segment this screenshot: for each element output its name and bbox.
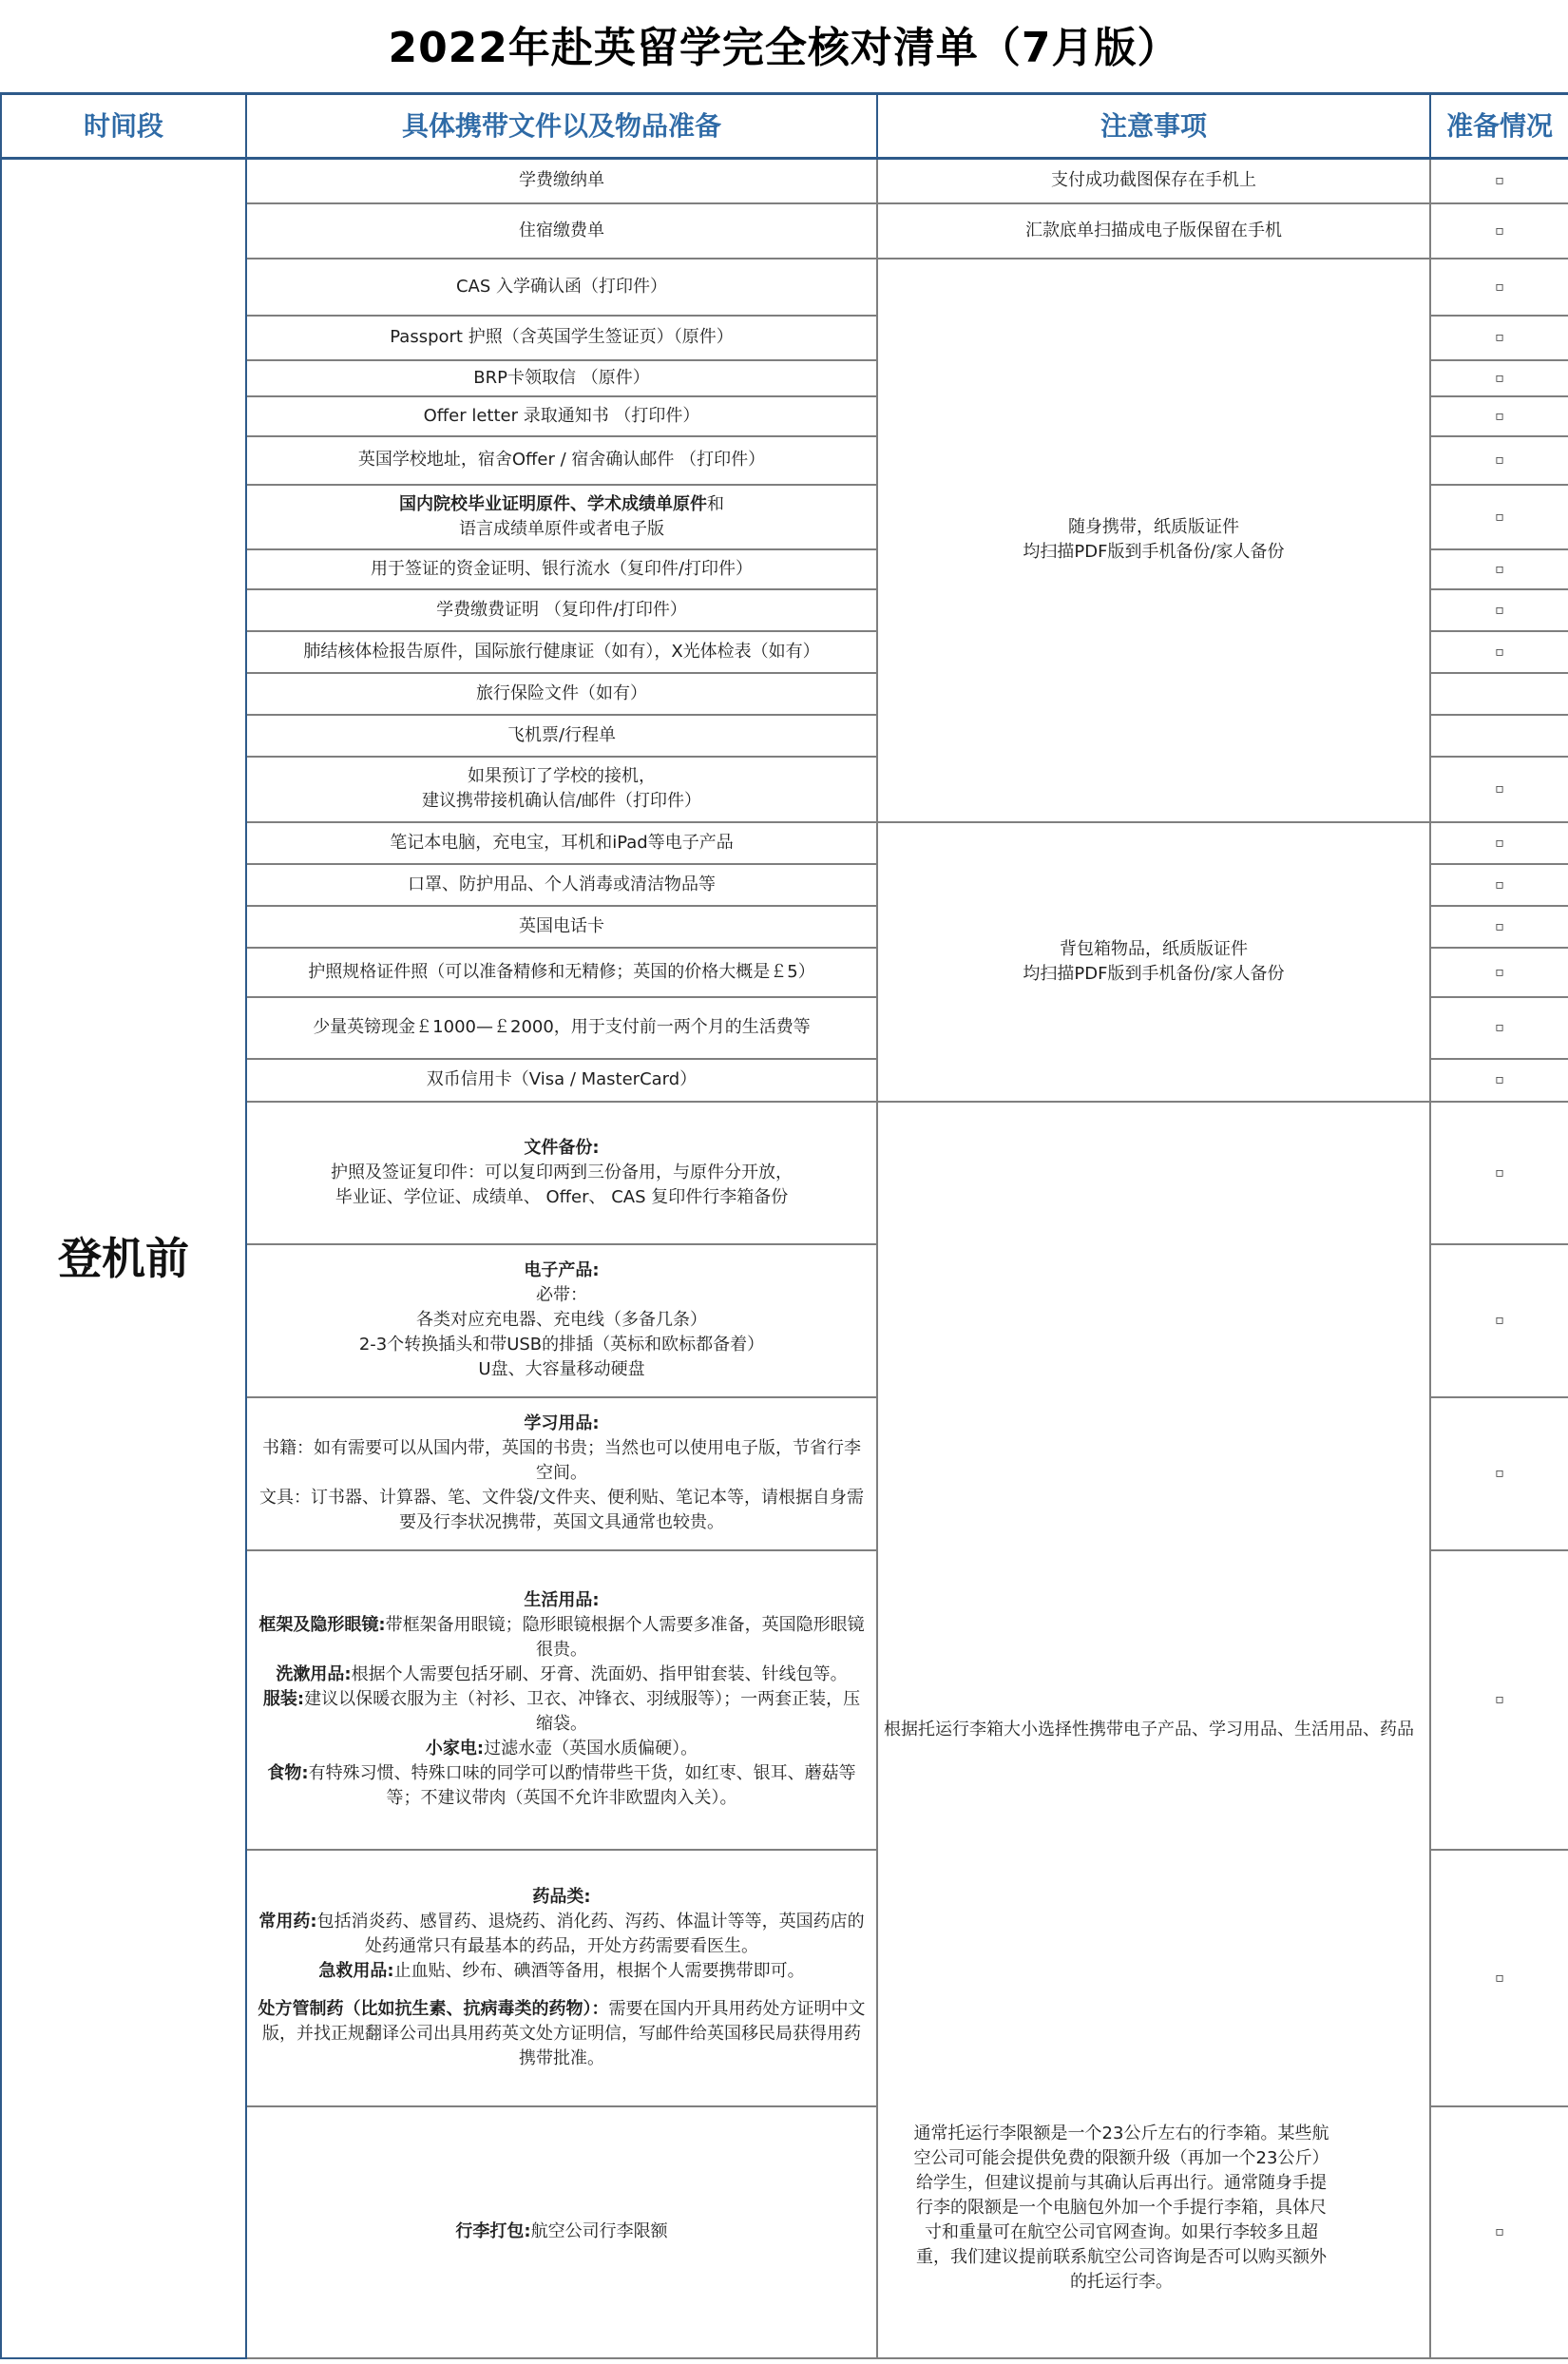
checkbox[interactable]: ▫	[1430, 1102, 1568, 1244]
note-line: 均扫描PDF版到手机备份/家人备份	[1023, 963, 1285, 984]
block-heading: 文件备份:	[524, 1137, 600, 1158]
checkbox[interactable]: ▫	[1430, 757, 1568, 822]
checkbox[interactable]: ▫	[1430, 360, 1568, 396]
item-cell: 护照规格证件照（可以准备精修和无精修；英国的价格大概是￡5）	[246, 948, 877, 997]
phase-label: 登机前	[1, 159, 246, 2358]
note-docs-cell	[877, 259, 1430, 822]
checkbox[interactable]: ▫	[1430, 822, 1568, 864]
block-text: 建议以保暖衣服为主（衬衫、卫衣、冲锋衣、羽绒服等）；一两套正装，压缩袋。	[304, 1689, 861, 1734]
item-cell: 笔记本电脑，充电宝，耳机和iPad等电子产品	[246, 822, 877, 864]
checkbox[interactable]: ▫	[1430, 549, 1568, 589]
block-text: 航空公司行李限额	[530, 2221, 668, 2241]
note-line: 随身携带，纸质版证件	[1068, 517, 1239, 537]
item-cell: 英国电话卡	[246, 906, 877, 948]
block-subhead: 小家电:	[425, 1739, 485, 1759]
item-text: 建议携带接机确认信/邮件（打印件）	[421, 791, 702, 811]
header-period: 时间段	[1, 94, 246, 159]
item-cell: 双币信用卡（Visa / MasterCard）	[246, 1059, 877, 1102]
packing-note: 通常托运行李限额是一个23公斤左右的行李箱。某些航空公司可能会提供免费的限额升级（再加一个23公斤）给学生，但建议提前与其确认后再出行。通常随身手提行李的限额是一个电脑包外加一个手提行李箱，具体尺寸和重量可在航空公司官网查询。如果行李较多且超重，我们建议提前联系航空公司咨询是否可以购买额外的托运行李。	[912, 2122, 1330, 2295]
item-bold-text: 国内院校毕业证明原件、学术成绩单原件	[399, 493, 707, 514]
block-subhead: 洗漱用品:	[276, 1664, 352, 1684]
item-cell: 口罩、防护用品、个人消毒或清洁物品等	[246, 864, 877, 906]
checkbox[interactable]: ▫	[1430, 1850, 1568, 2106]
note-bag-cell	[877, 822, 1430, 1102]
block-subhead: 急救用品:	[318, 1960, 394, 1981]
item-cell: 旅行保险文件（如有）	[246, 673, 877, 715]
block-text: 需要在国内开具用药处方证明中文版，并找正规翻译公司出具用药英文处方证明信，写邮件给英国移民局获得用药携带批准。	[262, 1998, 866, 2068]
item-cell: BRP卡领取信 （原件）	[246, 360, 877, 396]
page-title: 2022年赴英留学完全核对清单（7月版）	[388, 24, 1180, 72]
checkbox[interactable]: ▫	[1430, 906, 1568, 948]
checkbox[interactable]: ▫	[1430, 1550, 1568, 1850]
checkbox[interactable]: ▫	[1430, 436, 1568, 485]
backup-block	[246, 1102, 877, 1244]
table-row	[1, 159, 1568, 203]
checkbox[interactable]: ▫	[1430, 1244, 1568, 1397]
block-subhead: 常用药:	[258, 1911, 317, 1932]
block-subhead: 处方管制药（比如抗生素、抗病毒类的药物）：	[258, 1998, 609, 2019]
note-line: 均扫描PDF版到手机备份/家人备份	[1023, 542, 1285, 562]
note-luggage-cell: 根据托运行李箱大小选择性携带电子产品、学习用品、生活用品、药品	[877, 1102, 1430, 2358]
checkbox[interactable]: ▫	[1430, 589, 1568, 631]
block-text: 根据个人需要包括牙刷、牙膏、洗面奶、指甲钳套装、针线包等。	[351, 1664, 848, 1684]
item-text: 和	[707, 493, 724, 514]
item-cell: 飞机票/行程单	[246, 715, 877, 757]
block-text: 护照及签证复印件：可以复印两到三份备用，与原件分开放，	[331, 1162, 793, 1182]
header-items: 具体携带文件以及物品准备	[246, 94, 877, 159]
block-text: 必带：	[536, 1285, 587, 1305]
header-notes: 注意事项	[877, 94, 1430, 159]
block-heading: 学习用品:	[524, 1413, 600, 1433]
block-subhead: 框架及隐形眼镜:	[258, 1615, 386, 1635]
checkbox[interactable]: ▫	[1430, 2106, 1568, 2358]
item-cell	[246, 485, 877, 549]
header-row	[1, 94, 1568, 159]
item-text: 如果预订了学校的接机，	[468, 766, 656, 786]
block-text: 2-3个转换插头和带USB的排插（英标和欧标都备着）	[358, 1335, 765, 1355]
block-heading: 行李打包:	[455, 2221, 531, 2241]
note-cell: 汇款底单扫描成电子版保留在手机	[877, 203, 1430, 259]
checkbox[interactable]: ▫	[1430, 864, 1568, 906]
item-cell: 学费缴费证明 （复印件/打印件）	[246, 589, 877, 631]
block-text: 止血贴、纱布、碘酒等备用，根据个人需要携带即可。	[393, 1960, 805, 1981]
block-text: U盘、大容量移动硬盘	[478, 1359, 645, 1379]
block-text: 各类对应充电器、充电线（多备几条）	[416, 1310, 707, 1330]
item-cell: 肺结核体检报告原件，国际旅行健康证（如有），X光体检表（如有）	[246, 631, 877, 673]
note-cell: 支付成功截图保存在手机上	[877, 159, 1430, 203]
checkbox[interactable]: ▫	[1430, 159, 1568, 203]
block-heading: 药品类:	[532, 1886, 591, 1907]
note-line: 背包箱物品，纸质版证件	[1060, 938, 1248, 959]
item-cell: Passport 护照（含英国学生签证页）（原件）	[246, 316, 877, 360]
checkbox[interactable]: ▫	[1430, 203, 1568, 259]
electronics-block	[246, 1244, 877, 1397]
item-cell: 少量英镑现金￡1000—￡2000，用于支付前一两个月的生活费等	[246, 997, 877, 1059]
block-text: 毕业证、学位证、成绩单、 Offer、 CAS 复印件行李箱备份	[335, 1186, 789, 1207]
block-heading: 生活用品:	[524, 1590, 600, 1610]
header-status: 准备情况	[1430, 94, 1568, 159]
item-cell	[246, 757, 877, 822]
checklist-table	[0, 92, 1568, 2359]
block-text: 文具：订书器、计算器、笔、文件袋/文件夹、便利贴、笔记本等，请根据自身需要及行李状况携带，英国文具通常也较贵。	[258, 1488, 865, 1532]
checkbox[interactable]: ▫	[1430, 259, 1568, 316]
block-text: 书籍：如有需要可以从国内带，英国的书贵；当然也可以使用电子版，节省行李空间。	[262, 1438, 861, 1483]
block-subhead: 服装:	[262, 1689, 305, 1709]
item-cell: CAS 入学确认函（打印件）	[246, 259, 877, 316]
block-text: 带框架备用眼镜；隐形眼镜根据个人需要多准备，英国隐形眼镜很贵。	[385, 1615, 865, 1660]
checkbox[interactable]: ▫	[1430, 396, 1568, 436]
checkbox[interactable]: ▫	[1430, 1059, 1568, 1102]
item-cell: 住宿缴费单	[246, 203, 877, 259]
checkbox-empty[interactable]	[1430, 715, 1568, 757]
living-block	[246, 1550, 877, 1850]
checkbox[interactable]: ▫	[1430, 997, 1568, 1059]
block-text: 过滤水壶（英国水质偏硬）。	[484, 1739, 698, 1759]
item-text: 语言成绩单原件或者电子版	[459, 518, 664, 539]
checkbox[interactable]: ▫	[1430, 948, 1568, 997]
block-subhead: 食物:	[267, 1763, 309, 1783]
checkbox[interactable]: ▫	[1430, 1397, 1568, 1550]
study-block	[246, 1397, 877, 1550]
checkbox[interactable]: ▫	[1430, 485, 1568, 549]
block-text: 包括消炎药、感冒药、退烧药、消化药、泻药、体温计等等，英国药店的处药通常只有最基本的药品，开处方药需要看医生。	[316, 1911, 865, 1956]
checkbox[interactable]: ▫	[1430, 316, 1568, 360]
item-cell: 学费缴纳单	[246, 159, 877, 203]
item-cell: Offer letter 录取通知书 （打印件）	[246, 396, 877, 436]
block-text: 有特殊习惯、特殊口味的同学可以酌情带些干货，如红枣、银耳、蘑菇等等；不建议带肉（英国不允许非欧盟肉入关）。	[308, 1763, 856, 1808]
item-cell: 英国学校地址，宿舍Offer / 宿舍确认邮件 （打印件）	[246, 436, 877, 485]
checkbox[interactable]: ▫	[1430, 631, 1568, 673]
block-heading: 电子产品:	[524, 1260, 600, 1280]
checkbox-empty[interactable]	[1430, 673, 1568, 715]
item-cell: 用于签证的资金证明、银行流水（复印件/打印件）	[246, 549, 877, 589]
medicine-block	[246, 1850, 877, 2106]
packing-block	[246, 2106, 877, 2358]
